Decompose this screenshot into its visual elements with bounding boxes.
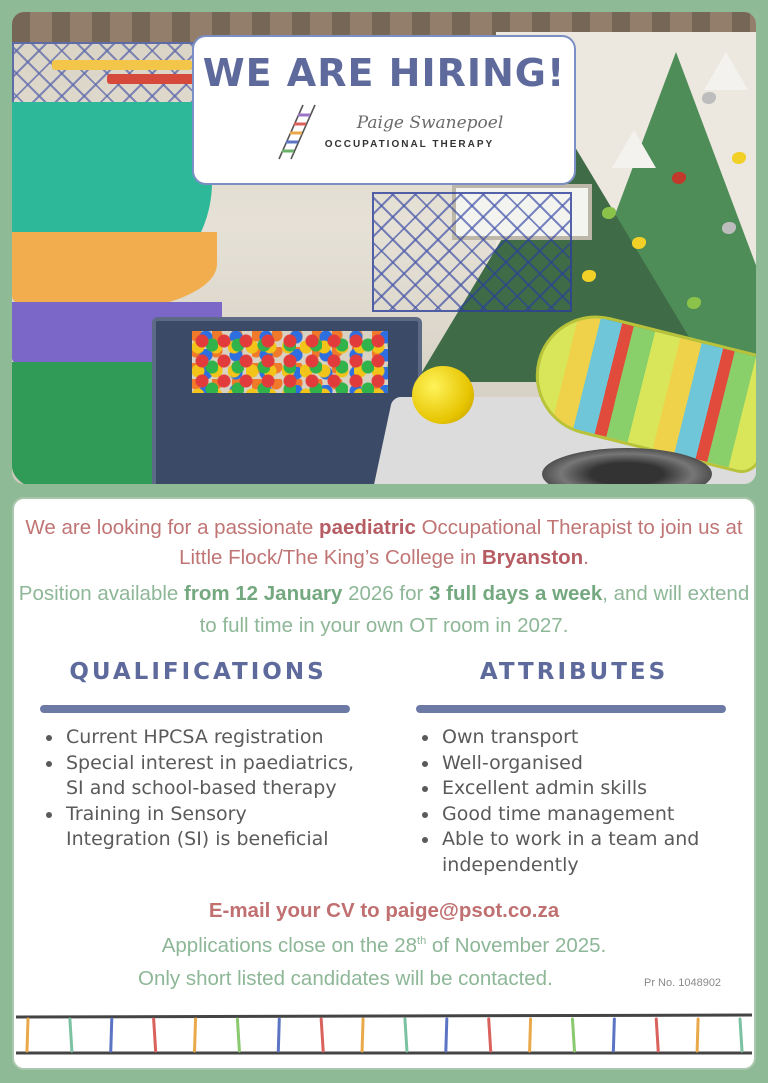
ladder-rung xyxy=(572,1019,574,1051)
swing-frame-bar xyxy=(107,74,202,84)
intro-part: . xyxy=(583,546,589,569)
attributes-heading: ATTRIBUTES xyxy=(479,659,669,685)
ladder-rung xyxy=(362,1019,363,1051)
ladder-rung xyxy=(70,1019,72,1051)
ladder-rung xyxy=(446,1019,447,1051)
qualifications-divider xyxy=(40,705,350,713)
lycra-hammock-orange xyxy=(12,232,217,312)
ladder-rung xyxy=(195,1019,196,1051)
position-part: 2026 for xyxy=(342,582,430,605)
intro-part: Occupational Therapist to join us at Little Flock/The King’s College in xyxy=(179,516,743,569)
info-panel xyxy=(12,497,756,1070)
ladder-rung xyxy=(530,1019,531,1051)
ladder-rung xyxy=(740,1019,742,1051)
attributes-divider xyxy=(416,705,726,713)
qualifications-list xyxy=(40,725,356,853)
ladder-rung xyxy=(27,1019,28,1051)
list-item: Training in Sensory Integration (SI) is beneficial xyxy=(40,802,356,853)
qualifications-heading: QUALIFICATIONS xyxy=(69,659,327,685)
intro-text xyxy=(14,513,754,573)
ladder-rung xyxy=(278,1019,279,1051)
mountain-snowcap xyxy=(704,52,748,90)
ladder-rung xyxy=(697,1019,698,1051)
qualifications-column xyxy=(40,659,356,853)
ball-pit-balls xyxy=(192,331,388,393)
position-part: , and will extend to full time in your own OT room in 2027. xyxy=(199,582,750,637)
list-item: Able to work in a team and independently xyxy=(416,827,732,878)
intro-highlight: paediatric xyxy=(319,516,416,539)
decorative-ladder-border xyxy=(14,1007,754,1059)
list-item: Own transport xyxy=(416,725,732,751)
closing-date-prefix: Applications close on the 28 xyxy=(161,934,418,957)
list-item: Current HPCSA registration xyxy=(40,725,356,751)
shortlist-note: Only short listed candidates will be contacted. xyxy=(138,967,553,990)
logo-subtitle: OCCUPATIONAL THERAPY xyxy=(324,138,495,150)
yellow-ball xyxy=(412,366,474,424)
mountain-snowcap xyxy=(612,130,656,168)
hiring-banner xyxy=(192,35,576,185)
closing-date-ordinal: th xyxy=(417,935,427,948)
logo xyxy=(194,101,574,161)
swing-frame-bar xyxy=(52,60,192,70)
ladder-rung xyxy=(405,1019,407,1051)
list-item: Well-organised xyxy=(416,751,732,777)
attributes-column xyxy=(416,659,732,879)
hiring-title: WE ARE HIRING! xyxy=(202,51,566,95)
ladder-rung xyxy=(613,1019,614,1051)
closing-date-suffix: of November 2025. xyxy=(426,934,607,957)
ladder-rung xyxy=(656,1019,658,1051)
ladder-logo-icon xyxy=(265,101,319,161)
requirements-columns xyxy=(14,659,754,879)
practice-number: Pr No. 1048902 xyxy=(644,977,722,989)
ladder-rung xyxy=(111,1019,112,1051)
logo-script-name: Paige Swanepoel xyxy=(356,112,504,133)
position-highlight: from 12 January xyxy=(184,582,343,605)
ladder-rung xyxy=(489,1019,491,1051)
intro-part: We are looking for a passionate xyxy=(25,516,320,539)
position-part: Position available xyxy=(18,582,185,605)
list-item: Special interest in paediatrics, SI and school-based therapy xyxy=(40,751,356,802)
position-text xyxy=(14,578,754,642)
email-cta[interactable]: E-mail your CV to paige@psot.co.za xyxy=(208,899,560,922)
ladder-rung xyxy=(154,1019,156,1051)
ladder-rail-top xyxy=(16,1015,752,1017)
intro-highlight: Bryanston xyxy=(481,546,584,569)
ladder-rung xyxy=(321,1019,323,1051)
closing-date xyxy=(14,934,754,958)
attributes-list xyxy=(416,725,732,879)
ladder-rung xyxy=(237,1019,239,1051)
climbing-net xyxy=(372,192,572,312)
list-item: Good time management xyxy=(416,802,732,828)
position-highlight: 3 full days a week xyxy=(429,582,603,605)
list-item: Excellent admin skills xyxy=(416,776,732,802)
